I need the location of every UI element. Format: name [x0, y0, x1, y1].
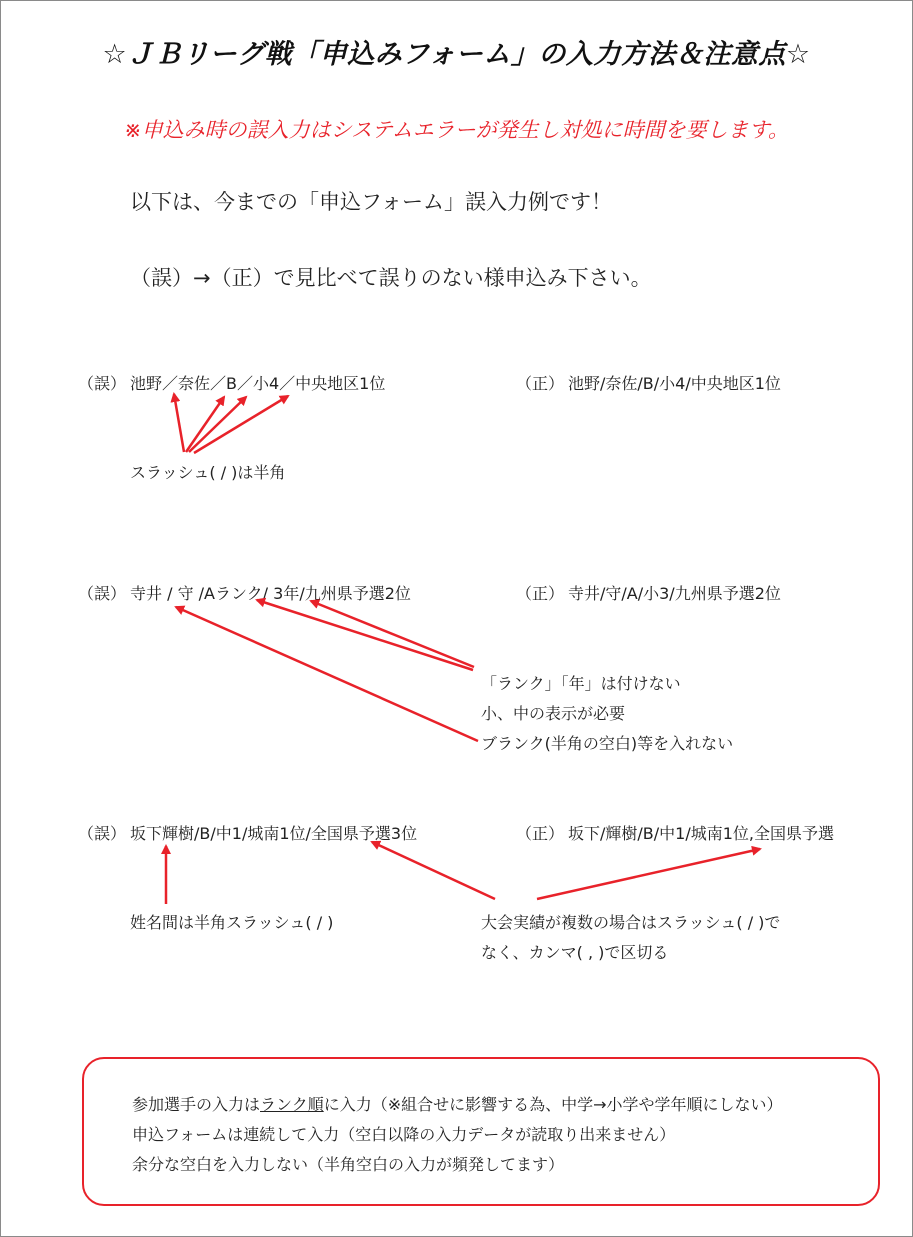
notice-line-3: 余分な空白を入力しない（半角空白の入力が頻発してます）: [132, 1155, 565, 1174]
example-3-note-1: 姓名間は半角スラッシュ( / ): [130, 913, 334, 932]
arrow-3b: [372, 842, 495, 899]
example-1-wrong-text: 池野／奈佐／B／小4／中央地区1位: [130, 374, 386, 393]
arrow-2b: [311, 601, 474, 667]
notice-line-1: 参加選手の入力はランク順に入力（※組合せに影響する為、中学→小学や学年順にしない）: [132, 1095, 783, 1114]
example-2-wrong-label: （誤）: [78, 584, 127, 603]
example-1-wrong-label: （誤）: [78, 374, 127, 393]
arrow-2c: [176, 607, 478, 741]
example-1-right-text: 池野/奈佐/B/小4/中央地区1位: [568, 374, 781, 393]
arrow-1d: [194, 396, 288, 453]
intro-line-2: （誤）→（正）で見比べて誤りのない様申込み下さい。: [130, 266, 652, 290]
notice-line-2: 申込フォームは連続して入力（空白以降の入力データが読取り出来ません）: [132, 1125, 676, 1144]
example-1-note: スラッシュ( / )は半角: [130, 463, 286, 482]
intro-line-1: 以下は、今までの「申込フォーム」誤入力例です！: [130, 190, 612, 214]
example-2-wrong-text: 寺井 / 守 /Aランク/ 3年/九州県予選2位: [130, 584, 411, 603]
arrow-3c: [537, 849, 760, 899]
example-1-right-label: （正）: [516, 374, 565, 393]
ranking-order-text: ランク順: [260, 1095, 324, 1114]
warning-text: ※申込み時の誤入力はシステムエラーが発生し対処に時間を要します。: [124, 118, 789, 142]
example-3-note-2: 大会実績が複数の場合はスラッシュ( / )で: [481, 913, 781, 932]
example-2-note-2: 小、中の表示が必要: [481, 704, 626, 723]
arrow-2a: [257, 600, 473, 670]
example-3-right-text: 坂下/輝樹/B/中1/城南1位,全国県予選: [568, 824, 834, 843]
example-2-note-1: 「ランク」「年」は付けない: [481, 674, 681, 693]
example-3-wrong-label: （誤）: [78, 824, 127, 843]
arrow-1a: [174, 394, 184, 452]
notice-box: [82, 1057, 880, 1206]
page-title: ☆ＪＢリーグ戦「申込みフォーム」の入力方法＆注意点☆: [102, 39, 811, 70]
example-2-right-label: （正）: [516, 584, 565, 603]
example-3-right-label: （正）: [516, 824, 565, 843]
example-2-note-3: ブランク(半角の空白)等を入れない: [481, 734, 734, 753]
example-3-note-3: なく、カンマ( , )で区切る: [481, 943, 669, 962]
example-2-right-text: 寺井/守/A/小3/九州県予選2位: [568, 584, 781, 603]
example-3-wrong-text: 坂下輝樹/B/中1/城南1位/全国県予選3位: [130, 824, 418, 843]
